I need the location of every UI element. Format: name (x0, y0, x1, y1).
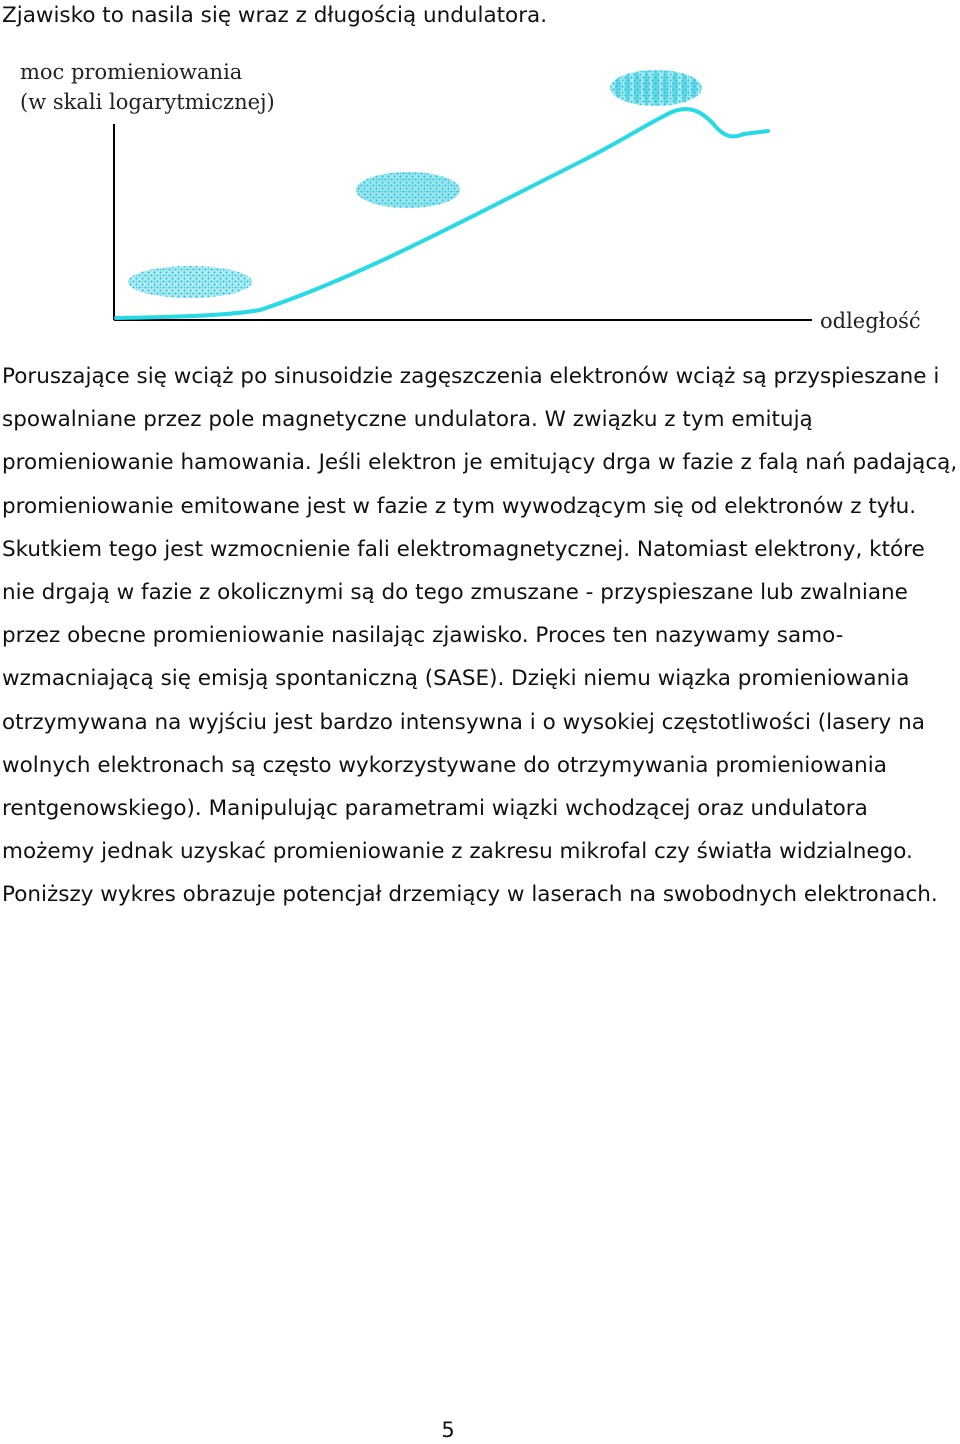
main-paragraph: Poruszające się wciąż po sinusoidzie zagęszczenia elektronów wciąż są przyspieszane i spowalniane przez pole magnetyczne undulatora. W związku z tym emitują promieniowanie hamowania. Jeśli elektron je emitujący drga w fazie z falą nań padającą, promieniowanie emitowane jest w fazie z tym wywodzącym się od elektronów z tyłu. Skutkiem tego jest wzmocnienie fali elektromagnetycznej. Natomiast elektrony, które nie drgają w fazie z okolicznymi są do tego zmuszane - przyspieszane lub zwalniane przez obecne promieniowanie nasilając zjawisko. Proces ten nazywamy samo-wzmacniającą się emisją spontaniczną (SASE). Dzięki niemu wiązka promieniowania otrzymywana na wyjściu jest bardzo intensywna i o wysokiej częstotliwości (lasery na wolnych elektronach są często wykorzystywane do otrzymywania promieniowania rentgenowskiego). Manipulując parametrami wiązki wchodzącej oraz undulatora możemy jednak uzyskać promieniowanie z zakresu mikrofal czy światła widzialnego. Poniższy wykres obrazuje potencjał drzemiący w laserach na swobodnych elektronach. (2, 364, 958, 908)
microbunch-slices (615, 70, 697, 106)
x-axis-label: odległość (820, 309, 921, 333)
y-axis-label-line1: moc promieniowania (20, 60, 243, 84)
page-number: 5 (441, 1418, 455, 1442)
electron-bunch-partially-microbunched (356, 172, 460, 208)
microbunch-slice (663, 70, 669, 105)
electron-bunch-uniform (128, 266, 252, 298)
intro-sentence: Zjawisko to nasila się wraz z długością undulatora. (2, 3, 548, 28)
microbunch-slice (634, 72, 640, 105)
sase-power-diagram (0, 52, 960, 352)
microbunch-slice (653, 70, 659, 106)
body-text (2, 355, 958, 917)
microbunch-slice (644, 70, 650, 105)
microbunch-slice (625, 74, 631, 102)
y-axis-label-line2: (w skali logarytmicznej) (20, 90, 275, 114)
microbunch-slice (682, 74, 688, 102)
microbunch-slice (691, 78, 697, 98)
microbunch-slice (615, 78, 621, 98)
electron-bunch-microbunched (610, 70, 702, 106)
microbunch-slice (672, 72, 678, 105)
